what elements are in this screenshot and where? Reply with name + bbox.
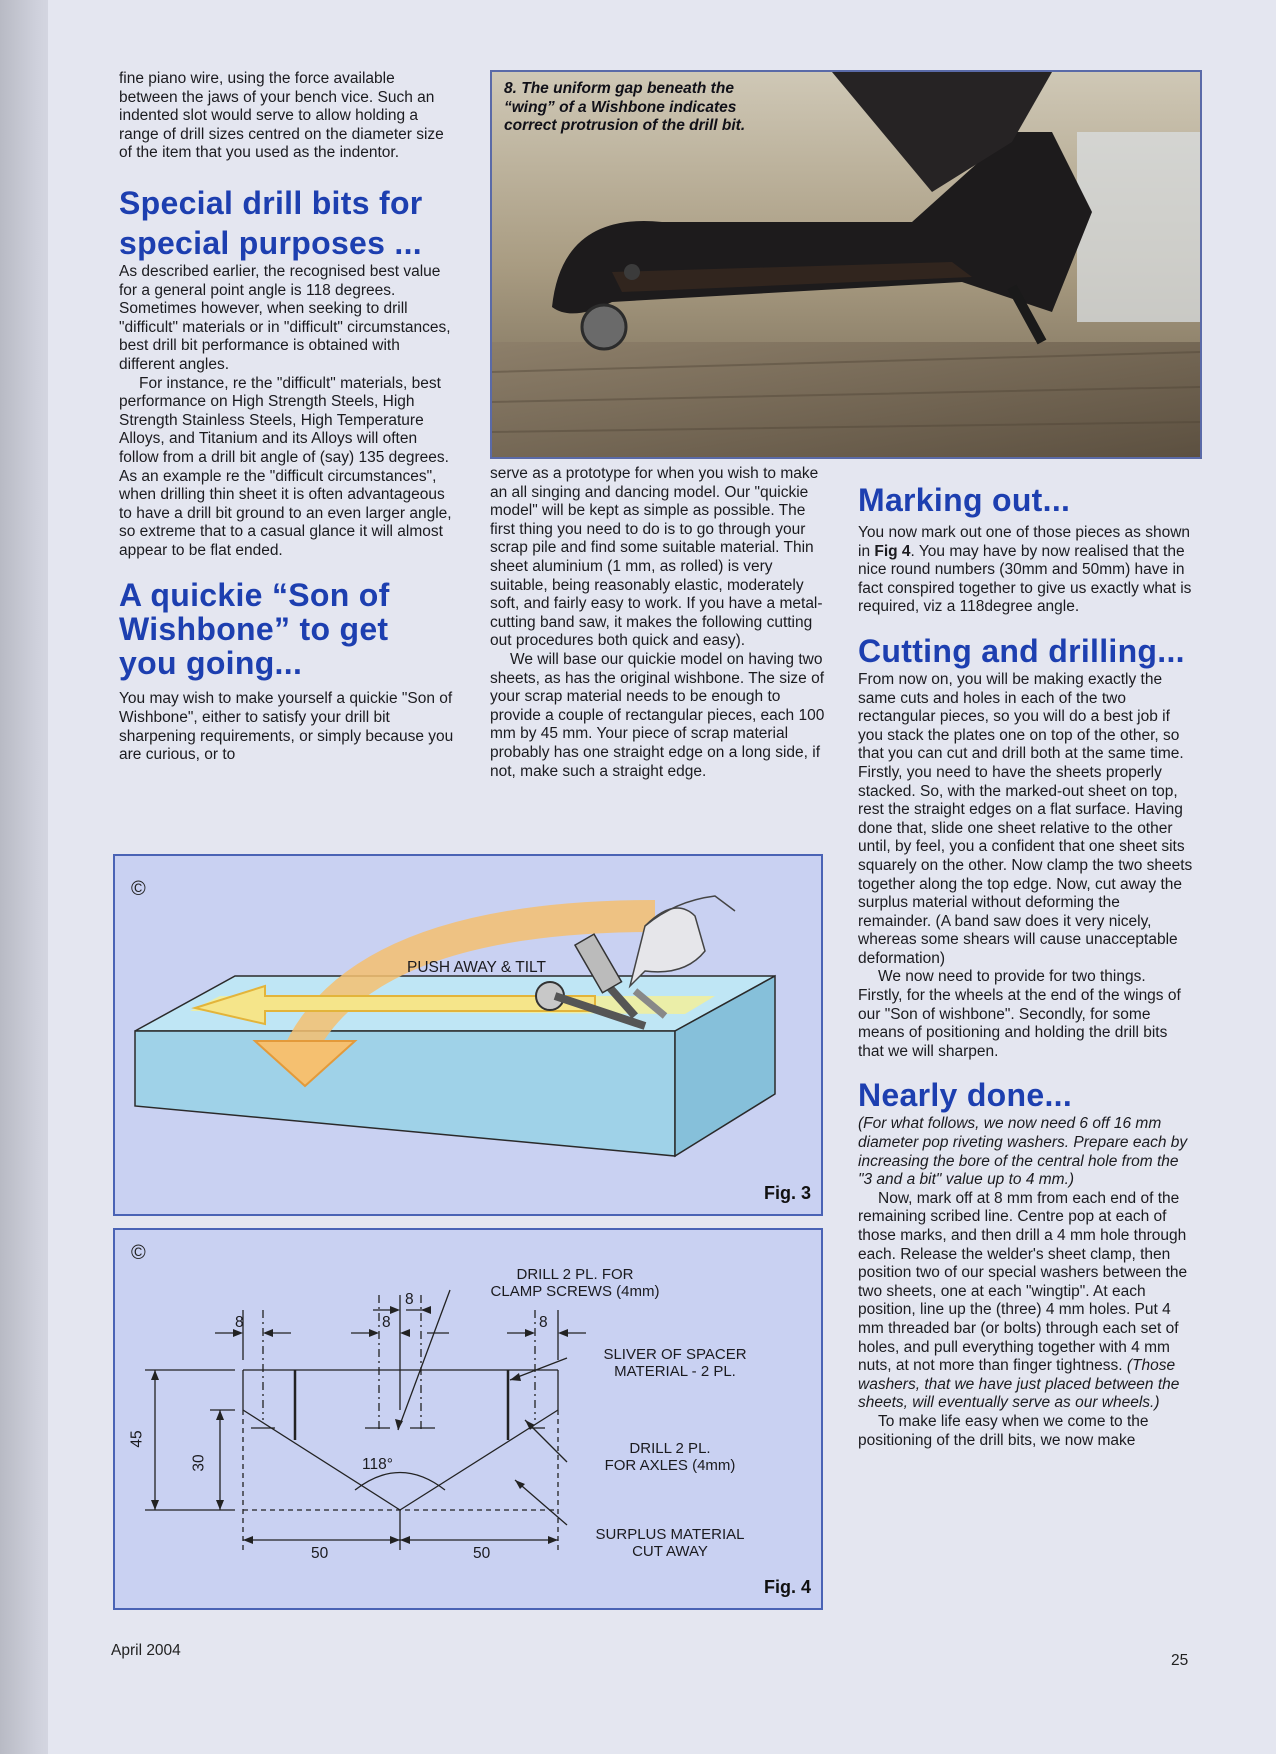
special-paragraph-1: As described earlier, the recognised best value for a general point angle is 118 degrees. Sometimes however, when seeking to drill "difficult" materials or in "difficult" circumstances, best drill bit performance is obtained with different angles.: [119, 262, 451, 373]
col2-paragraph-1: serve as a prototype for when you wish to make an all singing and dancing model. Our "quickie model" will be kept as simple as possible. The first thing you need to do is to go through your scrap pile and find some suitable material. Thin sheet aluminium (1 mm, as rolled) is very suitable, being reasonably elastic, moderately soft, and fairly easy to work. If you have a metal-cutting band saw, it makes the following cutting out procedures both quick and easy).: [490, 465, 823, 650]
dim-8-mid: 8: [382, 1314, 391, 1331]
column-3: [858, 480, 1193, 1450]
dim-30: 30: [190, 1454, 208, 1472]
nearly-paragraph-3: To make life easy when we come to the positioning of the drill bits, we now make: [858, 1412, 1149, 1449]
quickie-paragraph: You may wish to make yourself a quickie "Son of Wishbone", either to satisfy your drill bit sharpening requirements, or simply because you are curious, or to: [119, 690, 454, 764]
nearly-paragraph-1: (For what follows, we now need 6 off 16 mm diameter pop riveting washers. Prepare each by increasing the bore of the central hole from the "3 and a bit" value up to 4 mm.): [858, 1115, 1188, 1189]
col2-paragraph-2: We will base our quickie model on having two sheets, as has the original wishbone. The size of your scrap material needs to be enough to provide a couple of rectangular pieces, each 100 mm by 45 mm. Your piece of scrap material probably has one straight edge on a long side, if not, make such a straight edge.: [490, 650, 825, 780]
callout-drill-clamp: DRILL 2 PL. FOR CLAMP SCREWS (4mm): [490, 1266, 660, 1300]
dim-50-left: 50: [311, 1545, 329, 1562]
copyright-symbol: ©: [131, 1242, 146, 1264]
callout-drill-axles: DRILL 2 PL. FOR AXLES (4mm): [604, 1440, 736, 1474]
cutting-paragraph-1: From now on, you will be making exactly the same cuts and holes in each of the two rectangular pieces, so you will do a best job if you stack the plates one on top of the other, so that you can cut and drill both at the same time. Firstly, you need to have the sheets properly stacked. So, with the marked-out sheet on top, rest the straight edges on a flat surface. Having done that, slide one sheet relative to the other until, by feel, you a confident that one sheet sits squarely on the other. Now clamp the two sheets together along the top edge. Now, cut away the surplus material without deforming the remainder. (A band saw does it very nicely, whereas some shears will cause unacceptable deformation): [858, 670, 1193, 967]
marking-paragraph: You now mark out one of those pieces as shown in Fig 4. You may have by now realised that the nice round numbers (30mm and 50mm) have in fact conspired together to give us exactly what is required, viz a 118degree angle.: [858, 524, 1192, 616]
dim-8-left: 8: [235, 1314, 244, 1331]
column-2: [490, 465, 825, 781]
fig3-label: Fig. 3: [763, 1183, 811, 1203]
page-number: 25: [1171, 1652, 1189, 1669]
fig4-reference: Fig 4: [874, 542, 911, 560]
fig3-illustration: [115, 856, 821, 1214]
cutting-paragraph-2: We now need to provide for two things. Firstly, for the wheels at the end of the wings of our "Son of wishbone". Secondly, for some means of positioning and holding the drill bits that we will sharpen.: [858, 968, 1181, 1060]
callout-sliver: SLIVER OF SPACER MATERIAL - 2 PL.: [603, 1346, 747, 1380]
photo-caption: 8. The uniform gap beneath the “wing” of a Wishbone indicates correct protrusion of the drill bit.: [504, 80, 746, 135]
heading-quickie: A quickie “Son of Wishbone” to get you going...: [119, 577, 390, 682]
heading-nearly-done: Nearly done...: [858, 1077, 1073, 1114]
callout-surplus: SURPLUS MATERIAL CUT AWAY: [595, 1526, 745, 1560]
column-1: [119, 70, 457, 765]
dim-8-top: 8: [405, 1291, 414, 1308]
intro-paragraph: fine piano wire, using the force available between the jaws of your bench vice. Such an indented slot would serve to allow holding a range of drill sizes centred on the diameter size of the item that you used as the indentor.: [119, 70, 444, 162]
heading-marking-out: Marking out...: [858, 482, 1071, 518]
push-away-tilt-label: PUSH AWAY & TILT: [407, 959, 546, 976]
figure-3: [113, 854, 823, 1216]
photo-8-wishbone: [490, 70, 1202, 459]
figure-4: [113, 1228, 823, 1610]
fig4-label: Fig. 4: [763, 1577, 811, 1597]
nearly-paragraph-2: Now, mark off at 8 mm from each end of the remaining scribed line. Centre pop at each of those marks, and then drill a 4 mm hole through each. Release the welder's sheet clamp, then position two of our special washers between the two sheets, one at each "wingtip". At each position, line up the (three) 4 mm holes. Put 4 mm threaded bar (or bolts) through each set of holes, and pull everything together with 4 mm nuts, at not more than finger tightness. (Those washers, that we have just placed between the sheets, will eventually serve as our wheels.): [858, 1189, 1188, 1412]
copyright-symbol: ©: [131, 878, 146, 900]
dim-angle-118: 118°: [362, 1456, 393, 1473]
dim-50-right: 50: [473, 1545, 491, 1562]
heading-cutting-drilling: Cutting and drilling...: [858, 632, 1185, 669]
issue-date: April 2004: [111, 1642, 181, 1659]
heading-special-drill-bits: Special drill bits for special purposes ...: [119, 184, 423, 261]
dim-45: 45: [128, 1430, 146, 1448]
special-paragraph-2: For instance, re the "difficult" materials, best performance on High Strength Steels, High Strength Stainless Steels, High Temperature Alloys, and Titanium and its Alloys will often follow from a drill bit angle of (say) 135 degrees. As an example re the "difficult circumstances", when drilling thin sheet it is often advantageous to have a drill bit ground to an even larger angle, so extreme that to a casual glance it will almost appear to be flat ended.: [119, 374, 452, 559]
dim-8-right: 8: [539, 1314, 548, 1331]
